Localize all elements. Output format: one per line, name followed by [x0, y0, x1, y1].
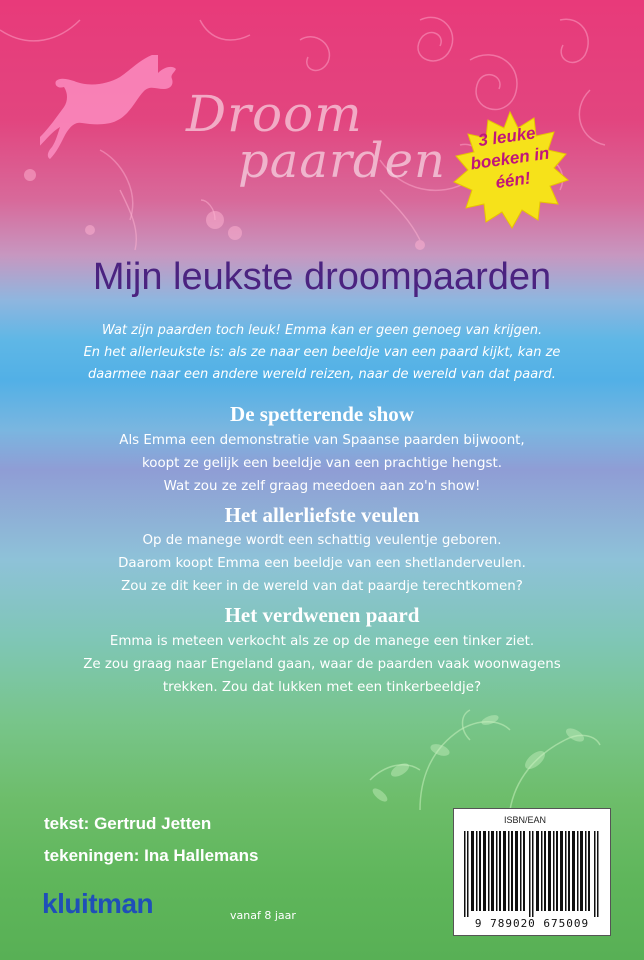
isbn-label: ISBN/EAN	[504, 815, 547, 825]
age-recommendation: vanaf 8 jaar	[230, 909, 296, 922]
section-title-allerliefste-veulen: Het allerliefste veulen	[224, 503, 420, 527]
badge-line: 3 leuke	[476, 123, 537, 151]
section-line: Daarom koopt Emma een beeldje van een shetlanderveulen.	[118, 556, 526, 571]
section-line: Emma is meteen verkocht als ze op de manege een tinker ziet.	[109, 634, 535, 649]
section-body-spetterende-show	[0, 429, 644, 498]
leaf-vine-decoration	[360, 700, 620, 810]
intro-line: daarmee naar een andere wereld reizen, naar de wereld van dat paard.	[88, 367, 556, 382]
publisher-logo: kluitman	[42, 888, 154, 919]
section-title-verdwenen-paard: Het verdwenen paard	[224, 603, 420, 627]
badge-line: boeken in	[469, 143, 551, 174]
isbn-number: 9 789020 675009	[474, 917, 590, 930]
section-title-spetterende-show: De spetterende show	[230, 402, 414, 426]
section-body-verdwenen-paard	[0, 630, 644, 699]
series-logo-line2: paarden	[238, 133, 446, 189]
credits	[44, 808, 258, 872]
intro-line: Wat zijn paarden toch leuk! Emma kan er geen genoeg van krijgen.	[101, 323, 543, 338]
series-logo-line1: Droom	[186, 85, 363, 143]
section-line: Wat zou ze zelf graag meedoen aan zo'n show!	[163, 479, 481, 494]
section-line: Als Emma een demonstratie van Spaanse paarden bijwoont,	[119, 433, 525, 448]
horse-silhouette-icon	[40, 55, 180, 165]
section-line: trekken. Zou dat lukken met een tinkerbeeldje?	[162, 680, 482, 695]
barcode	[453, 808, 611, 936]
section-body-allerliefste-veulen	[0, 529, 644, 598]
author-credit: tekst: Gertrud Jetten	[44, 814, 212, 833]
badge-line: één!	[494, 168, 532, 193]
intro-text	[0, 320, 644, 386]
section-line: Ze zou graag naar Engeland gaan, waar de paarden vaak woonwagens	[83, 657, 561, 672]
section-line: Op de manege wordt een schattig veulentje geboren.	[142, 533, 502, 548]
book-title: Mijn leukste droompaarden	[92, 256, 552, 298]
section-line: Zou ze dit keer in de wereld van dat paardje terechtkomen?	[121, 579, 523, 594]
illustrator-credit: tekeningen: Ina Hallemans	[44, 846, 259, 865]
intro-line: En het allerleukste is: als ze naar een beeldje van een paard kijkt, kan ze	[83, 345, 561, 360]
barcode-bars-icon	[464, 831, 600, 917]
section-line: koopt ze gelijk een beeldje van een prachtige hengst.	[141, 456, 503, 471]
series-logo	[168, 85, 458, 205]
